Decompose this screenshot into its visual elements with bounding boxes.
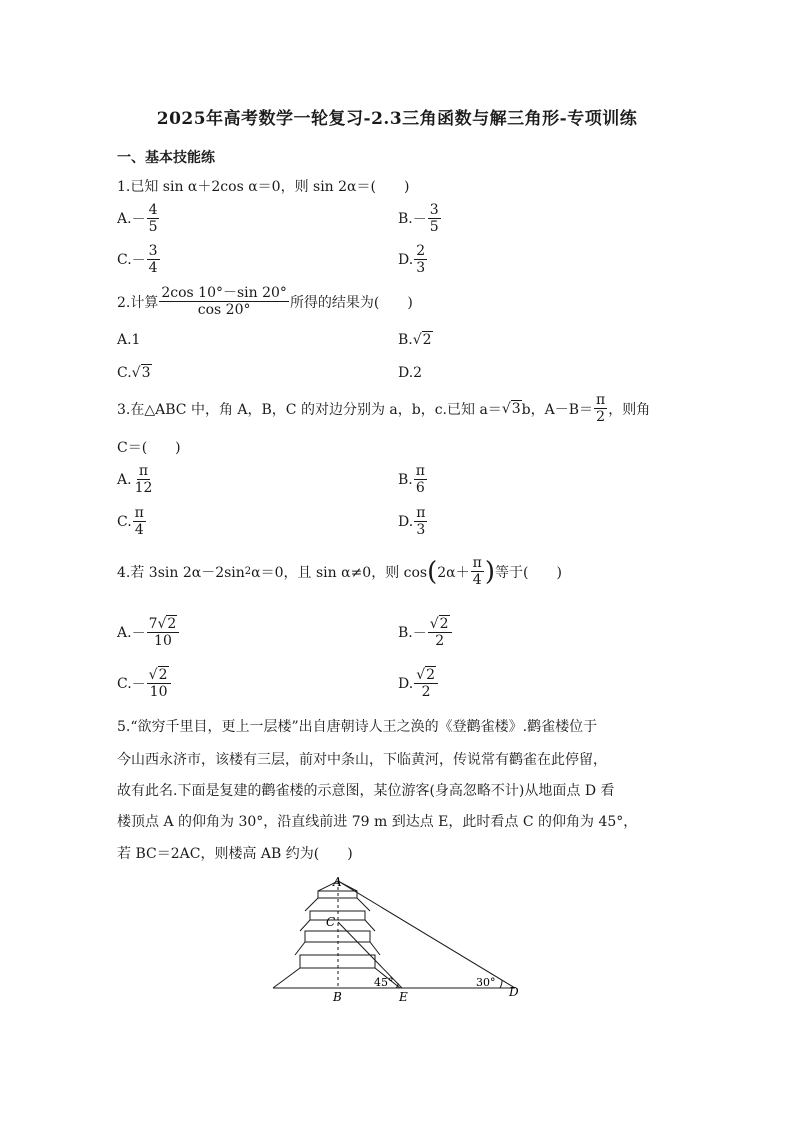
fraction: $\frac{\pi}{4}$: [472, 555, 482, 589]
label-angle-e: 45°: [374, 976, 394, 989]
question-5-line2: 今山西永济市，该楼有三层，前对中条山，下临黄河，传说常有鹳雀在此停留，: [117, 752, 607, 768]
question-2-stem: 2.计算 $\frac{2\cos 10^\circ-\sin 20^\circ}{\cos 20^\circ}$ 所得的结果为( ): [117, 285, 413, 319]
q3-option-d[interactable]: D. $\frac{\pi}{3}$: [398, 505, 426, 539]
q3-option-a[interactable]: A. $\frac{\pi}{12}$: [117, 463, 153, 497]
q4-option-c[interactable]: C. － $\frac{√2}{10}$: [117, 667, 172, 700]
q1-option-a[interactable]: A. － $\frac{4}{5}$: [117, 202, 158, 236]
close-paren: ): [484, 556, 495, 587]
q2-option-b[interactable]: B. √2: [398, 332, 432, 348]
question-3-stem-line1: 3.在△ABC 中，角 A，B，C 的对边分别为 a，b，c.已知 a＝ √3 b，A－B＝ $\frac{\pi}{2}$ ，则角: [117, 392, 651, 426]
label-a: A: [333, 875, 342, 889]
question-5-line3: 故有此名.下面是复建的鹳雀楼的示意图，某位游客(身高忽略不计)从地面点 D 看: [117, 783, 615, 799]
q2-option-d[interactable]: D.2: [398, 365, 423, 381]
sqrt: √3: [131, 365, 151, 381]
q2-option-a[interactable]: A.1: [117, 332, 141, 348]
label-e: E: [399, 990, 408, 1004]
open-paren: (: [427, 556, 438, 587]
fraction: $\frac{√2}{2}$: [428, 616, 452, 649]
fraction: $\frac{2\cos 10^\circ-\sin 20^\circ}{\cos 20^\circ}$: [161, 285, 287, 319]
label-c: C: [326, 915, 336, 929]
question-5-line1: 5.“欲穷千里目，更上一层楼”出自唐朝诗人王之涣的《登鹳雀楼》.鹳雀楼位于: [117, 719, 598, 735]
q1-option-b[interactable]: B. － $\frac{3}{5}$: [398, 202, 439, 236]
section-heading: 一、基本技能练: [117, 150, 215, 166]
q2-option-c[interactable]: C. √3: [117, 365, 151, 381]
fraction: $\frac{\pi}{6}$: [415, 463, 425, 497]
fraction: $\frac{\pi}{3}$: [416, 505, 426, 539]
fraction: $\frac{3}{5}$: [429, 202, 439, 236]
q3-option-b[interactable]: B. $\frac{\pi}{6}$: [398, 463, 425, 497]
sqrt: √3: [501, 400, 521, 417]
q4-option-b[interactable]: B. － $\frac{√2}{2}$: [398, 616, 453, 649]
fraction: $\frac{7√2}{10}$: [147, 616, 180, 649]
page-title: 2025年高考数学一轮复习-2.3三角函数与解三角形-专项训练: [156, 109, 638, 129]
q1-option-d[interactable]: D. $\frac{2}{3}$: [398, 243, 426, 277]
fraction: $\frac{√2}{10}$: [147, 667, 171, 700]
q4-option-d[interactable]: D. $\frac{√2}{2}$: [398, 667, 439, 700]
label-b: B: [333, 990, 342, 1004]
sightline-ad: [338, 881, 515, 988]
question-5-line4: 楼顶点 A 的仰角为 30°，沿直线前进 79 m 到达点 E，此时看点 C 的仰角为 45°，: [117, 814, 638, 830]
fraction: $\frac{3}{4}$: [148, 243, 158, 277]
fraction: $\frac{\pi}{12}$: [134, 463, 153, 497]
fraction: $\frac{\pi}{2}$: [596, 392, 606, 426]
question-3-stem-line2: C＝( ): [117, 440, 181, 456]
label-d: D: [509, 985, 519, 999]
question-1-stem: 1.已知 sin α＋2cos α＝0，则 sin 2α＝( ): [117, 179, 410, 195]
q3-option-c[interactable]: C. $\frac{\pi}{4}$: [117, 505, 144, 539]
fraction: $\frac{\pi}{4}$: [134, 505, 144, 539]
fraction: $\frac{2}{3}$: [416, 243, 426, 277]
fraction: $\frac{4}{5}$: [148, 202, 158, 236]
fraction: $\frac{√2}{2}$: [414, 667, 438, 700]
question-4-stem: 4.若 3sin 2α－2sin 2 α＝0，且 sin α≠0，则 cos ( 2α＋ $\frac{\pi}{4}$ ) 等于( ): [117, 555, 562, 589]
question-5-line5: 若 BC＝2AC，则楼高 AB 约为( ): [117, 846, 353, 862]
label-angle-d: 30°: [476, 976, 496, 989]
angle-arc-d: [500, 980, 502, 988]
q1-option-c[interactable]: C. － $\frac{3}{4}$: [117, 243, 158, 277]
q4-option-a[interactable]: A. － $\frac{7√2}{10}$: [117, 616, 180, 649]
sqrt: √2: [412, 332, 432, 348]
